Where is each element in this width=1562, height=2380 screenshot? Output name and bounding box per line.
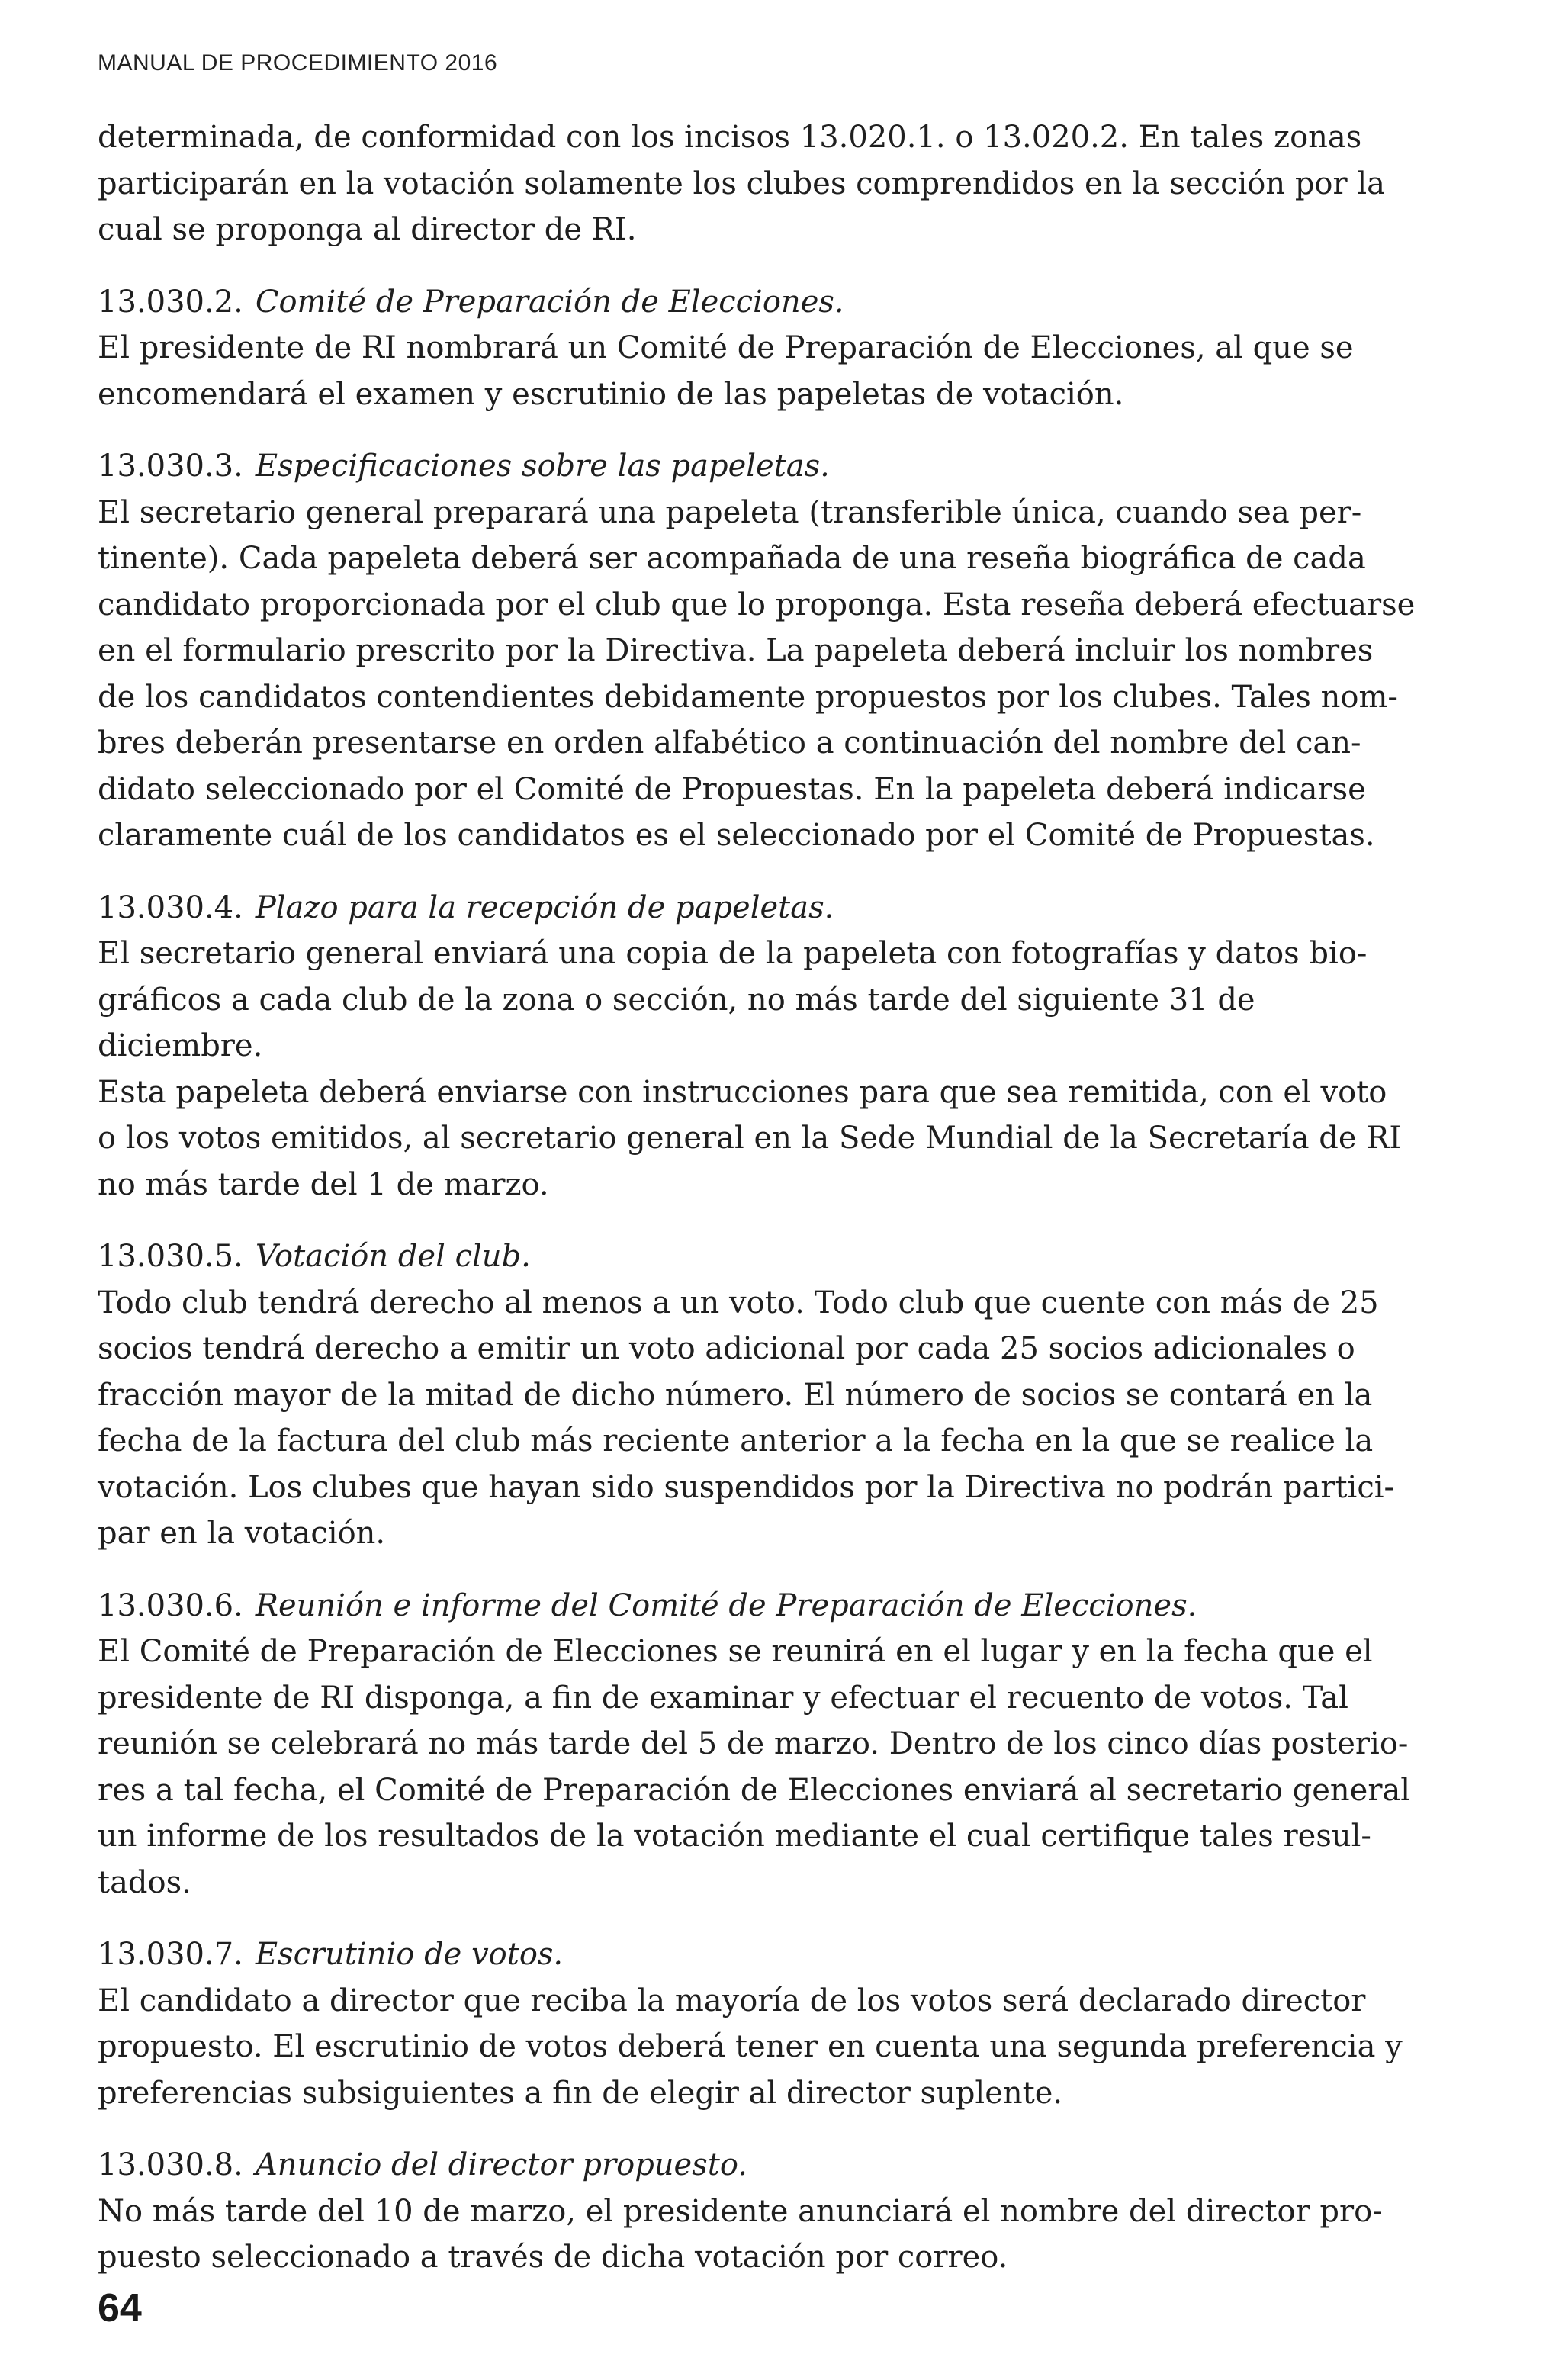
text-line: en el formulario prescrito por la Directiva. La papeleta deberá incluir los nombres: [98, 633, 1374, 668]
section-13-030-8: [98, 2142, 1425, 2281]
text-line: claramente cuál de los candidatos es el seleccionado por el Comité de Propuestas.: [98, 818, 1375, 853]
section-body: [98, 2189, 1425, 2281]
text-line: tados.: [98, 1864, 191, 1900]
section-title: Plazo para la recepción de papeletas.: [255, 889, 834, 925]
text-line: El Comité de Preparación de Elecciones se reunirá en el lugar y en la fecha que el: [98, 1634, 1373, 1669]
section-body: [98, 1978, 1425, 2117]
section-title: Anuncio del director propuesto.: [255, 2147, 747, 2182]
text-line: votación. Los clubes que hayan sido suspendidos por la Directiva no podrán partici-: [98, 1469, 1395, 1505]
text-line: puesto seleccionado a través de dicha votación por correo.: [98, 2240, 1008, 2275]
text-line: gráficos a cada club de la zona o sección, no más tarde del siguiente 31 de diciembre.: [98, 982, 1255, 1063]
section-number: 13.030.7.: [98, 1937, 243, 1972]
text-line: cual se proponga al director de RI.: [98, 212, 637, 247]
text-line: El presidente de RI nombrará un Comité de Preparación de Elecciones, al que se: [98, 330, 1354, 365]
section-13-030-5: [98, 1233, 1425, 1557]
section-heading: [98, 1583, 1425, 1629]
text-line: determinada, de conformidad con los incisos 13.020.1. o 13.020.2. En tales zonas: [98, 120, 1362, 155]
section-title: Reunión e informe del Comité de Preparación de Elecciones.: [255, 1587, 1197, 1623]
section-number: 13.030.3.: [98, 449, 243, 484]
section-heading: [98, 2142, 1425, 2189]
text-line: res a tal fecha, el Comité de Preparación de Elecciones enviará al secretario general: [98, 1772, 1411, 1808]
text-line: un informe de los resultados de la votación mediante el cual certifique tales resul-: [98, 1819, 1371, 1854]
section-body: [98, 490, 1425, 859]
text-line: de los candidatos contendientes debidamente propuestos por los clubes. Tales nom-: [98, 679, 1398, 715]
text-line: reunión se celebrará no más tarde del 5 de marzo. Dentro de los cinco días posterio-: [98, 1726, 1409, 1761]
section-number: 13.030.6.: [98, 1587, 243, 1623]
text-line: encomendará el examen y escrutinio de las papeletas de votación.: [98, 376, 1124, 412]
section-body: [98, 325, 1425, 417]
text-line: preferencias subsiguientes a fin de elegir al director suplente.: [98, 2075, 1063, 2111]
text-line: No más tarde del 10 de marzo, el presidente anunciará el nombre del director pro-: [98, 2193, 1383, 2229]
section-13-030-2: [98, 279, 1425, 418]
section-heading: [98, 279, 1425, 326]
text-line: fecha de la factura del club más reciente anterior a la fecha en la que se realice la: [98, 1423, 1374, 1459]
text-line: didato seleccionado por el Comité de Propuestas. En la papeleta deberá indicarse: [98, 771, 1366, 807]
text-line: no más tarde del 1 de marzo.: [98, 1166, 549, 1202]
text-line: propuesto. El escrutinio de votos deberá tener en cuenta una segunda preferencia y: [98, 2029, 1403, 2064]
text-line: Todo club tendrá derecho al menos a un voto. Todo club que cuente con más de 25: [98, 1285, 1379, 1320]
section-heading: [98, 1931, 1425, 1978]
section-13-030-4: [98, 885, 1425, 1208]
section-13-030-6: [98, 1583, 1425, 1906]
text-line: El secretario general enviará una copia de la papeleta con fotografías y datos bio-: [98, 936, 1368, 971]
text-line: o los votos emitidos, al secretario general en la Sede Mundial de la Secretaría de RI: [98, 1121, 1402, 1156]
page-number: 64: [98, 2286, 142, 2330]
text-line: candidato proporcionada por el club que lo proponga. Esta reseña deberá efectuarse: [98, 587, 1416, 622]
section-body: [98, 1280, 1425, 1557]
section-title: Votación del club.: [255, 1239, 531, 1274]
section-heading: [98, 443, 1425, 490]
text-line: El secretario general preparará una papeleta (transferible única, cuando sea per-: [98, 494, 1362, 530]
document-body: [98, 114, 1425, 2281]
text-line: socios tendrá derecho a emitir un voto adicional por cada 25 socios adicionales o: [98, 1331, 1355, 1366]
section-heading: [98, 1233, 1425, 1280]
section-title: Especificaciones sobre las papeletas.: [255, 449, 830, 484]
text-line: El candidato a director que reciba la mayoría de los votos será declarado director: [98, 1983, 1366, 2018]
section-number: 13.030.2.: [98, 284, 243, 320]
text-line: Esta papeleta deberá enviarse con instrucciones para que sea remitida, con el voto: [98, 1074, 1387, 1110]
running-header: MANUAL DE PROCEDIMIENTO 2016: [98, 50, 498, 76]
section-number: 13.030.5.: [98, 1239, 243, 1274]
text-line: par en la votación.: [98, 1516, 386, 1551]
text-line: participarán en la votación solamente los clubes comprendidos en la sección por la: [98, 166, 1385, 201]
text-line: presidente de RI disponga, a fin de examinar y efectuar el recuento de votos. Tal: [98, 1680, 1348, 1716]
section-13-030-7: [98, 1931, 1425, 2116]
section-body: [98, 1629, 1425, 1906]
text-line: bres deberán presentarse en orden alfabético a continuación del nombre del can-: [98, 725, 1361, 761]
text-line: fracción mayor de la mitad de dicho número. El número de socios se contará en la: [98, 1377, 1373, 1413]
intro-paragraph: [98, 114, 1425, 253]
section-title: Escrutinio de votos.: [255, 1937, 564, 1972]
section-title: Comité de Preparación de Elecciones.: [255, 284, 844, 320]
section-body: [98, 931, 1425, 1208]
text-line: tinente). Cada papeleta deberá ser acompañada de una reseña biográfica de cada: [98, 541, 1366, 576]
section-number: 13.030.4.: [98, 889, 243, 925]
section-heading: [98, 885, 1425, 931]
section-number: 13.030.8.: [98, 2147, 243, 2182]
section-13-030-3: [98, 443, 1425, 859]
